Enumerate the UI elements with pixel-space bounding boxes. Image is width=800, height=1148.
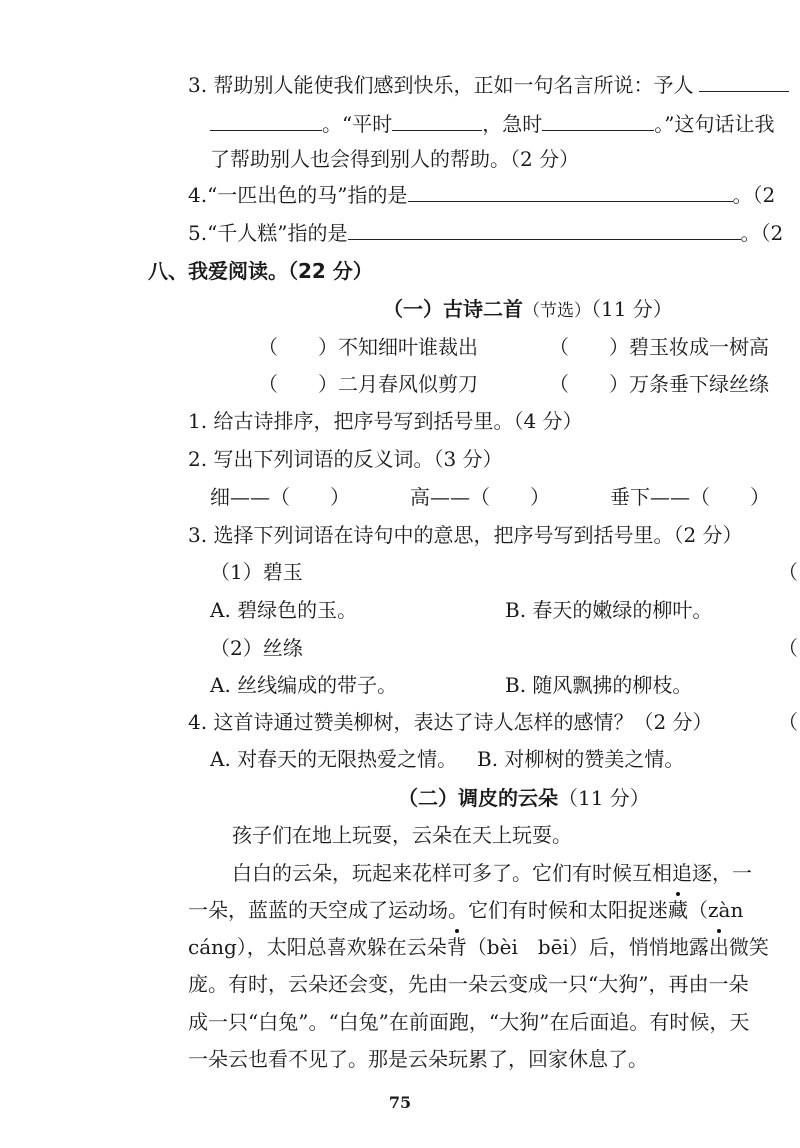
blank[interactable] — [542, 112, 654, 131]
poem-line[interactable]: （ ）二月春风似剪刀 — [258, 372, 478, 396]
option-a: A. 碧绿色的玉。 — [210, 598, 358, 622]
option-a: A. 丝线编成的带子。 — [210, 673, 398, 697]
q4-score: 。（2 — [732, 183, 776, 207]
blank[interactable] — [348, 221, 741, 240]
blank[interactable] — [392, 112, 482, 131]
story-text: 微笑 — [728, 935, 769, 959]
q3-text2a: 。“平时 — [322, 112, 393, 136]
antonym-item[interactable]: 垂下——（ ） — [610, 485, 770, 509]
poem-title — [383, 296, 673, 324]
q4-text: 4.“一匹出色的马”指的是 — [188, 183, 408, 207]
story-text: 一朵，蓝蓝的天空成了运动场。它们有时候和太阳捉迷 — [188, 898, 668, 922]
option-b: B. 随风飘拂的柳枝。 — [505, 673, 693, 697]
q3-text2b: ，急时 — [482, 112, 543, 136]
story-line: 孩子们在地上玩耍，云朵在天上玩耍。 — [232, 823, 572, 847]
story-title-score: （11 分） — [558, 786, 650, 810]
story-title — [398, 785, 650, 811]
poem-title-main: （一）古诗二首 — [383, 297, 523, 321]
page-number: 75 — [388, 1093, 412, 1112]
question-4: 4. 这首诗通过赞美柳树，表达了诗人怎样的感情？（2 分） — [188, 710, 713, 734]
story-line: 成一只“白兔”。“白兔”在前面跑，“大狗”在后面追。有时候，天 — [188, 1010, 750, 1034]
poem-title-score: （11 分） — [591, 297, 673, 321]
q5-text: 5.“千人糕”指的是 — [188, 221, 348, 245]
blank[interactable] — [408, 183, 733, 202]
q3-text1: 3. 帮助别人能使我们感到快乐，正如一句名言所说：予人 — [188, 73, 694, 97]
pinyin: （zàn — [688, 898, 744, 922]
question-3: 3. 选择下列词语在诗句中的意思，把序号写到括号里。（2 分） — [188, 523, 743, 547]
q3-line1 — [188, 72, 789, 98]
q5-line — [188, 220, 783, 246]
subquestion-1: （1）碧玉 — [210, 560, 303, 584]
dotted-char: 藏 — [668, 898, 688, 922]
answer-bracket[interactable]: （ — [778, 710, 798, 734]
answer-bracket[interactable]: （ — [778, 636, 798, 660]
option-a: A. 对春天的无限热爱之情。 — [210, 747, 458, 771]
dotted-char: 出 — [708, 935, 729, 959]
blank[interactable] — [210, 112, 322, 131]
blank[interactable] — [699, 73, 789, 92]
story-line — [188, 897, 743, 923]
antonym-item[interactable]: 高——（ ） — [410, 485, 550, 509]
poem-line[interactable]: （ ）不知细叶谁裁出 — [258, 335, 478, 359]
poem-line[interactable]: （ ）万条垂下绿丝绦 — [549, 372, 769, 396]
story-line: 一朵云也看不见了。那是云朵玩累了，回家休息了。 — [188, 1047, 648, 1071]
answer-bracket[interactable]: （ — [778, 560, 798, 584]
question-1: 1. 给古诗排序，把序号写到括号里。（4 分） — [188, 409, 583, 433]
dotted-char: 背 — [446, 935, 467, 959]
option-b: B. 对柳树的赞美之情。 — [477, 747, 685, 771]
poem-title-note: （节选） — [523, 301, 591, 321]
q3-line2 — [210, 111, 774, 137]
q3-text2c: 。”这句话让我 — [654, 112, 775, 136]
q5-score: 。（2 — [740, 221, 784, 245]
poem-line[interactable]: （ ）碧玉妆成一树高 — [549, 335, 769, 359]
section-heading: 八、我爱阅读。（22 分） — [148, 259, 373, 283]
story-line — [188, 934, 769, 960]
story-line: 庞。有时，云朵还会变，先由一朵云变成一只“大狗”，再由一朵 — [188, 972, 749, 996]
story-text: （bèi bēi）后，悄悄地露 — [466, 935, 709, 959]
subquestion-2: （2）丝绦 — [210, 636, 303, 660]
story-text: cáng），太阳总喜欢躲在云朵 — [188, 935, 447, 959]
story-title-main: （二）调皮的云朵 — [398, 786, 558, 810]
option-b: B. 春天的嫩绿的柳叶。 — [505, 598, 713, 622]
q4-line — [188, 182, 775, 208]
q3-line3: 了帮助别人也会得到别人的帮助。（2 分） — [210, 147, 580, 171]
antonym-item[interactable]: 细——（ ） — [210, 485, 350, 509]
story-line: 白白的云朵，玩起来花样可多了。它们有时候互相追逐，一 — [232, 861, 752, 885]
question-2: 2. 写出下列词语的反义词。（3 分） — [188, 447, 503, 471]
